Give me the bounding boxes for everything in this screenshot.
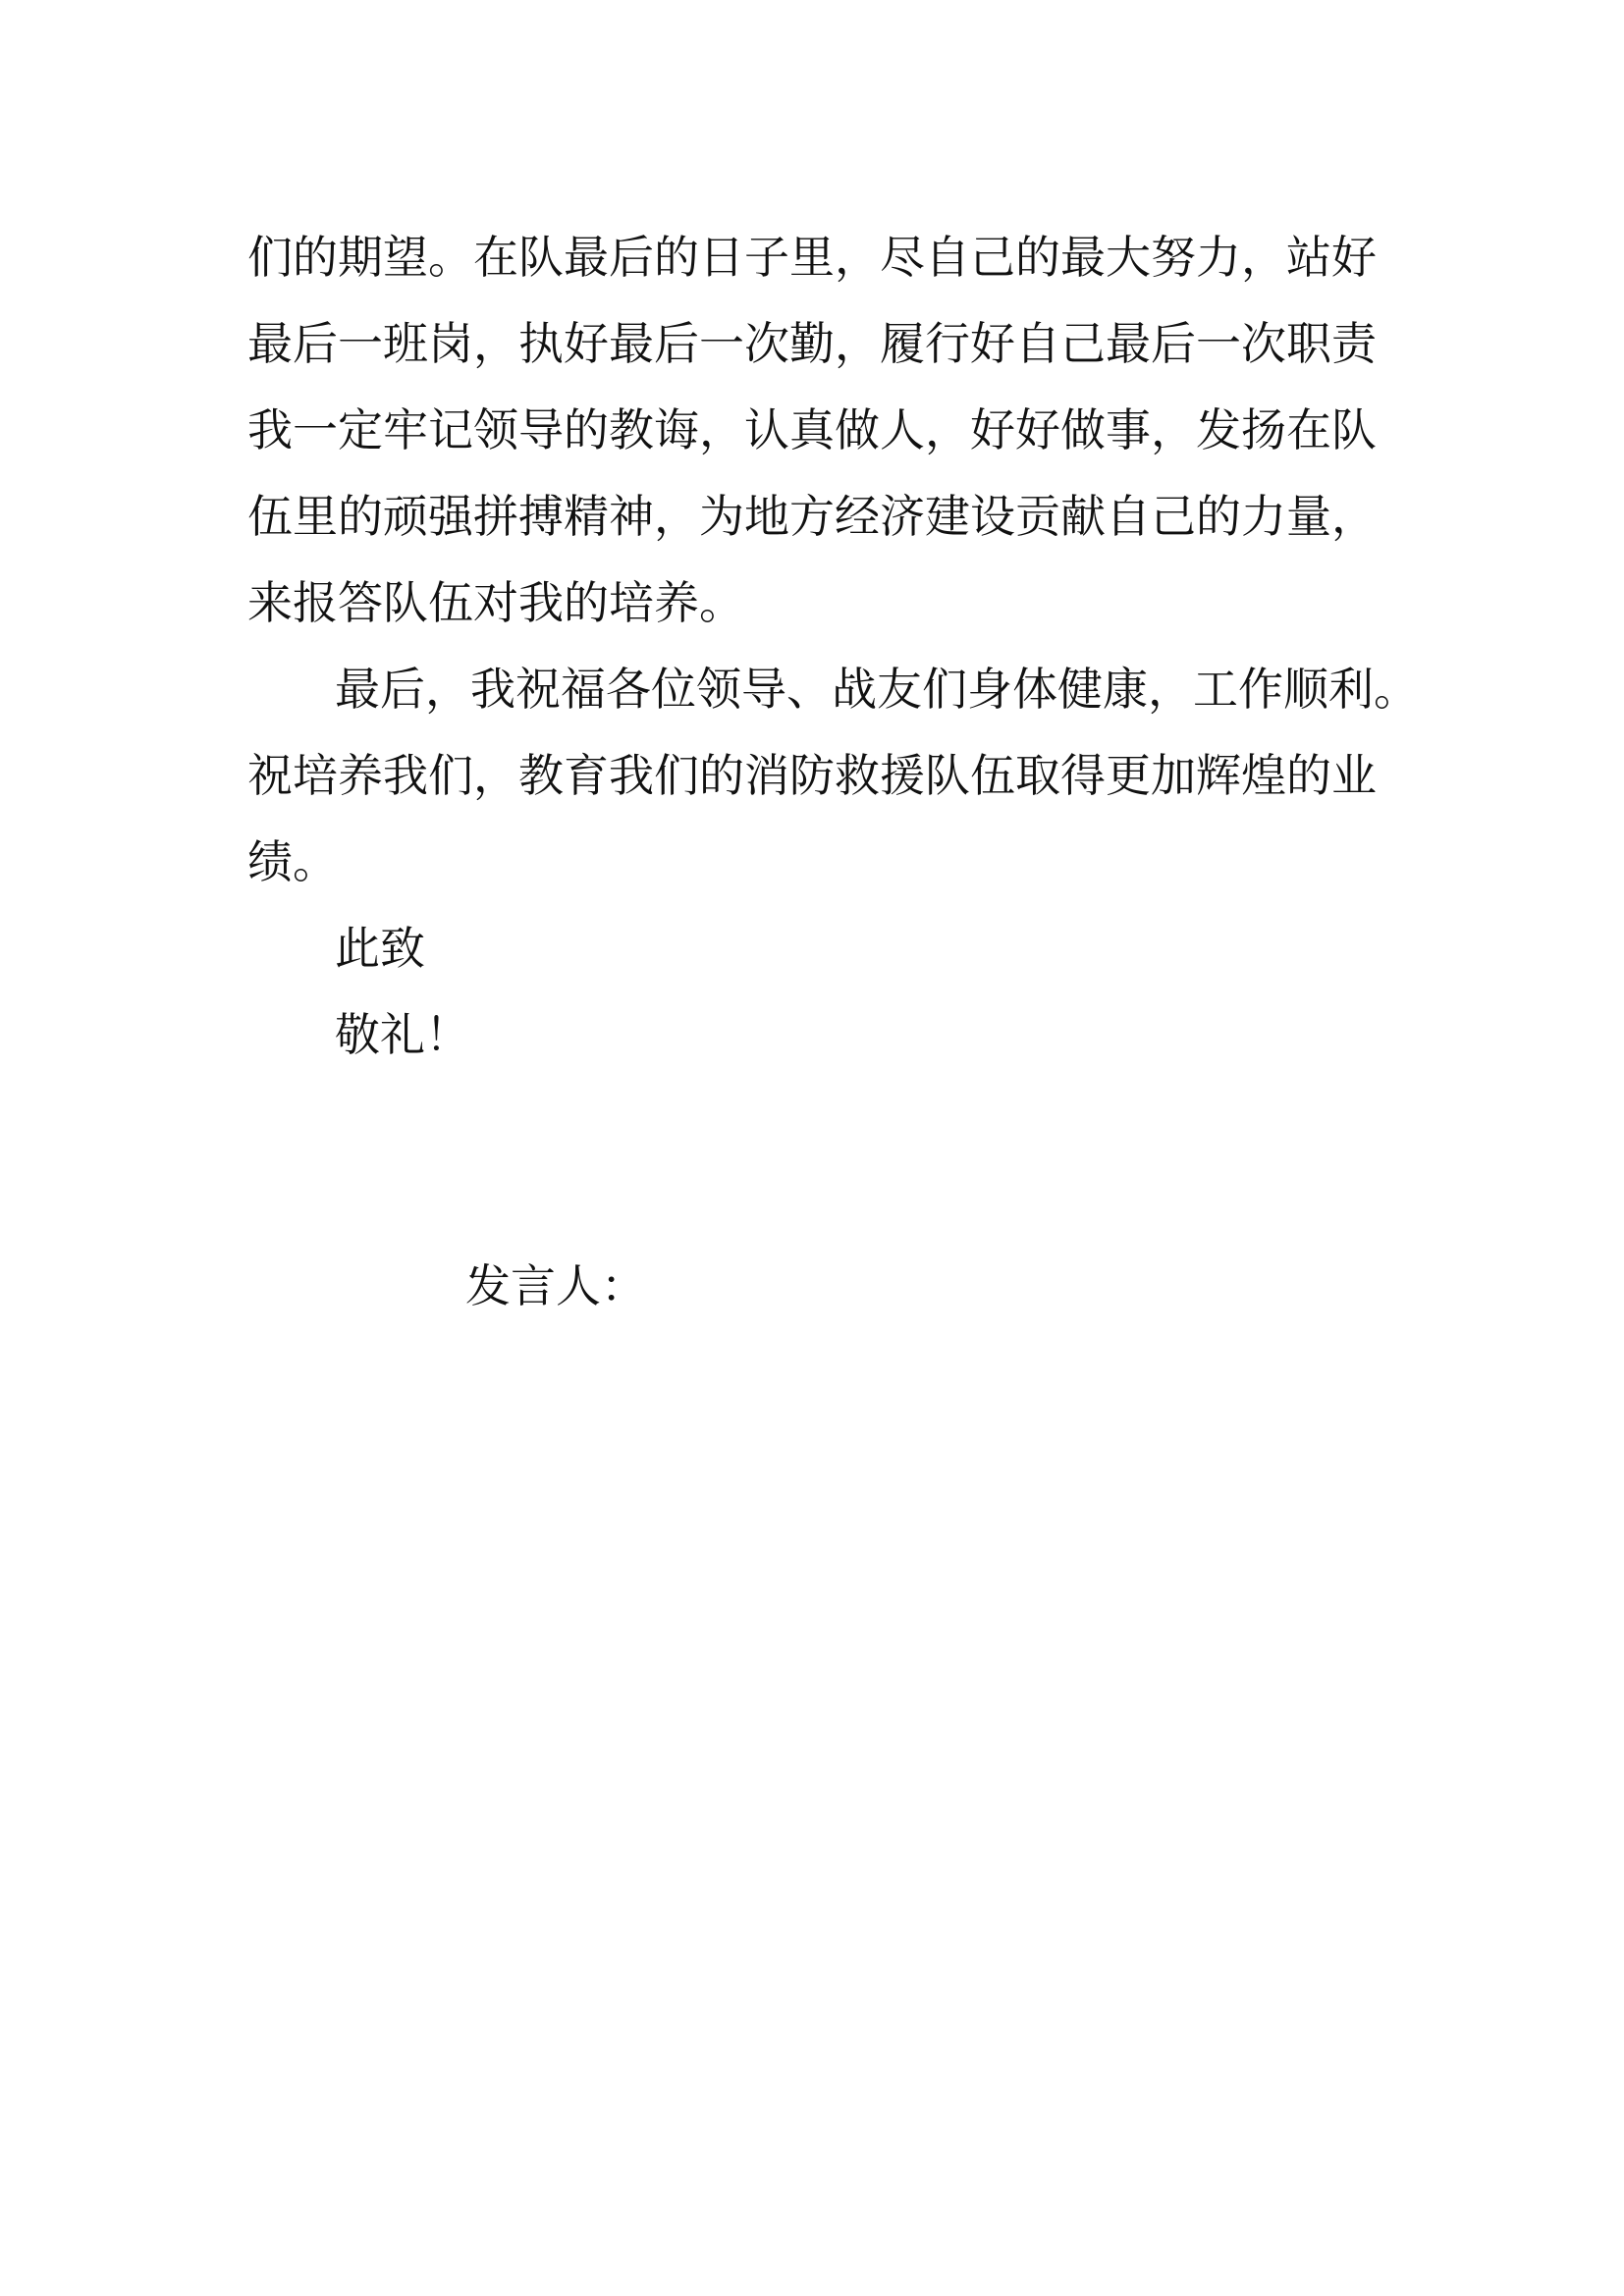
salutation-cizhi: 此致 — [335, 922, 425, 975]
closing-paragraph-line-3: 绩。 — [247, 835, 338, 888]
paragraph-line-5: 来报答队伍对我的培养。 — [247, 576, 744, 629]
paragraph-line-3: 我一定牢记领导的教诲，认真做人，好好做事，发扬在队 — [247, 403, 1377, 456]
paragraph-line-1: 们的期望。在队最后的日子里，尽自己的最大努力，站好 — [247, 231, 1377, 284]
salutation-jingli: 敬礼！ — [335, 1008, 470, 1061]
paragraph-line-4: 伍里的顽强拼搏精神，为地方经济建设贡献自己的力量， — [247, 490, 1377, 543]
closing-paragraph-line-1: 最后，我祝福各位领导、战友们身体健康，工作顺利。 — [335, 663, 1419, 716]
closing-paragraph-line-2: 祝培养我们，教育我们的消防救援队伍取得更加辉煌的业 — [247, 749, 1377, 802]
paragraph-line-2: 最后一班岗，执好最后一次勤，履行好自己最后一次职责 — [247, 317, 1377, 370]
speaker-signature-label: 发言人： — [465, 1259, 646, 1312]
